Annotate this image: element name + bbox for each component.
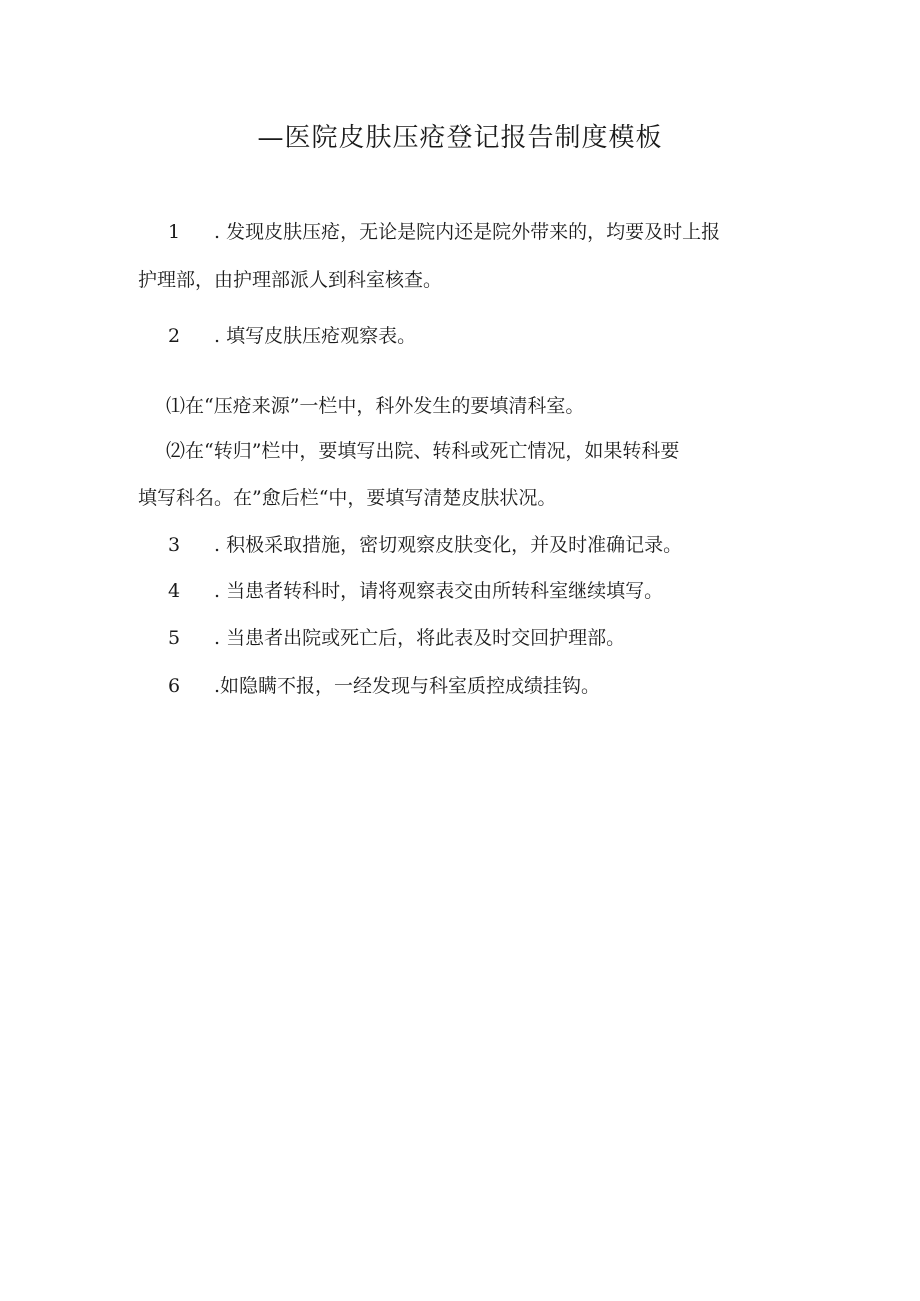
item-5 xyxy=(168,624,625,652)
item-3 xyxy=(168,531,682,559)
sub-item-1 xyxy=(166,392,584,420)
item-2 xyxy=(168,322,416,350)
item-text: 护理部，由护理部派人到科室核查。 xyxy=(138,269,443,291)
item-text: .如隐瞒不报，一经发现与科室质控成绩挂钩。 xyxy=(214,675,601,697)
sub-item-text: ⑵在“转归”栏中，要填写出院、转科或死亡情况，如果转科要 xyxy=(166,440,680,462)
item-text: . 填写皮肤压疮观察表。 xyxy=(214,325,417,347)
sub-item-text: ⑴在“压疮来源”一栏中，科外发生的要填清科室。 xyxy=(166,395,585,417)
item-text: . 当患者转科时，请将观察表交由所转科室继续填写。 xyxy=(214,580,664,602)
item-number: 6 xyxy=(168,675,181,697)
item-text: . 发现皮肤压疮，无论是院内还是院外带来的，均要及时上报 xyxy=(214,221,721,243)
sub-item-text: 填写科名。在”愈后栏“中，要填写清楚皮肤状况。 xyxy=(138,487,557,509)
item-number: 2 xyxy=(168,325,181,347)
item-number: 5 xyxy=(168,627,181,649)
item-4 xyxy=(168,577,663,605)
item-1 xyxy=(168,218,720,246)
document-title: —医院皮肤压疮登记报告制度模板 xyxy=(257,123,663,153)
item-number: 4 xyxy=(168,580,181,602)
item-text: . 积极采取措施，密切观察皮肤变化，并及时准确记录。 xyxy=(214,534,683,556)
item-6 xyxy=(168,672,600,700)
sub-item-2 xyxy=(166,437,679,465)
item-number: 3 xyxy=(168,534,181,556)
item-number: 1 xyxy=(168,221,181,243)
item-text: . 当患者出院或死亡后，将此表及时交回护理部。 xyxy=(214,627,626,649)
item-1-continuation xyxy=(138,266,442,294)
sub-item-2-continuation xyxy=(138,484,556,512)
